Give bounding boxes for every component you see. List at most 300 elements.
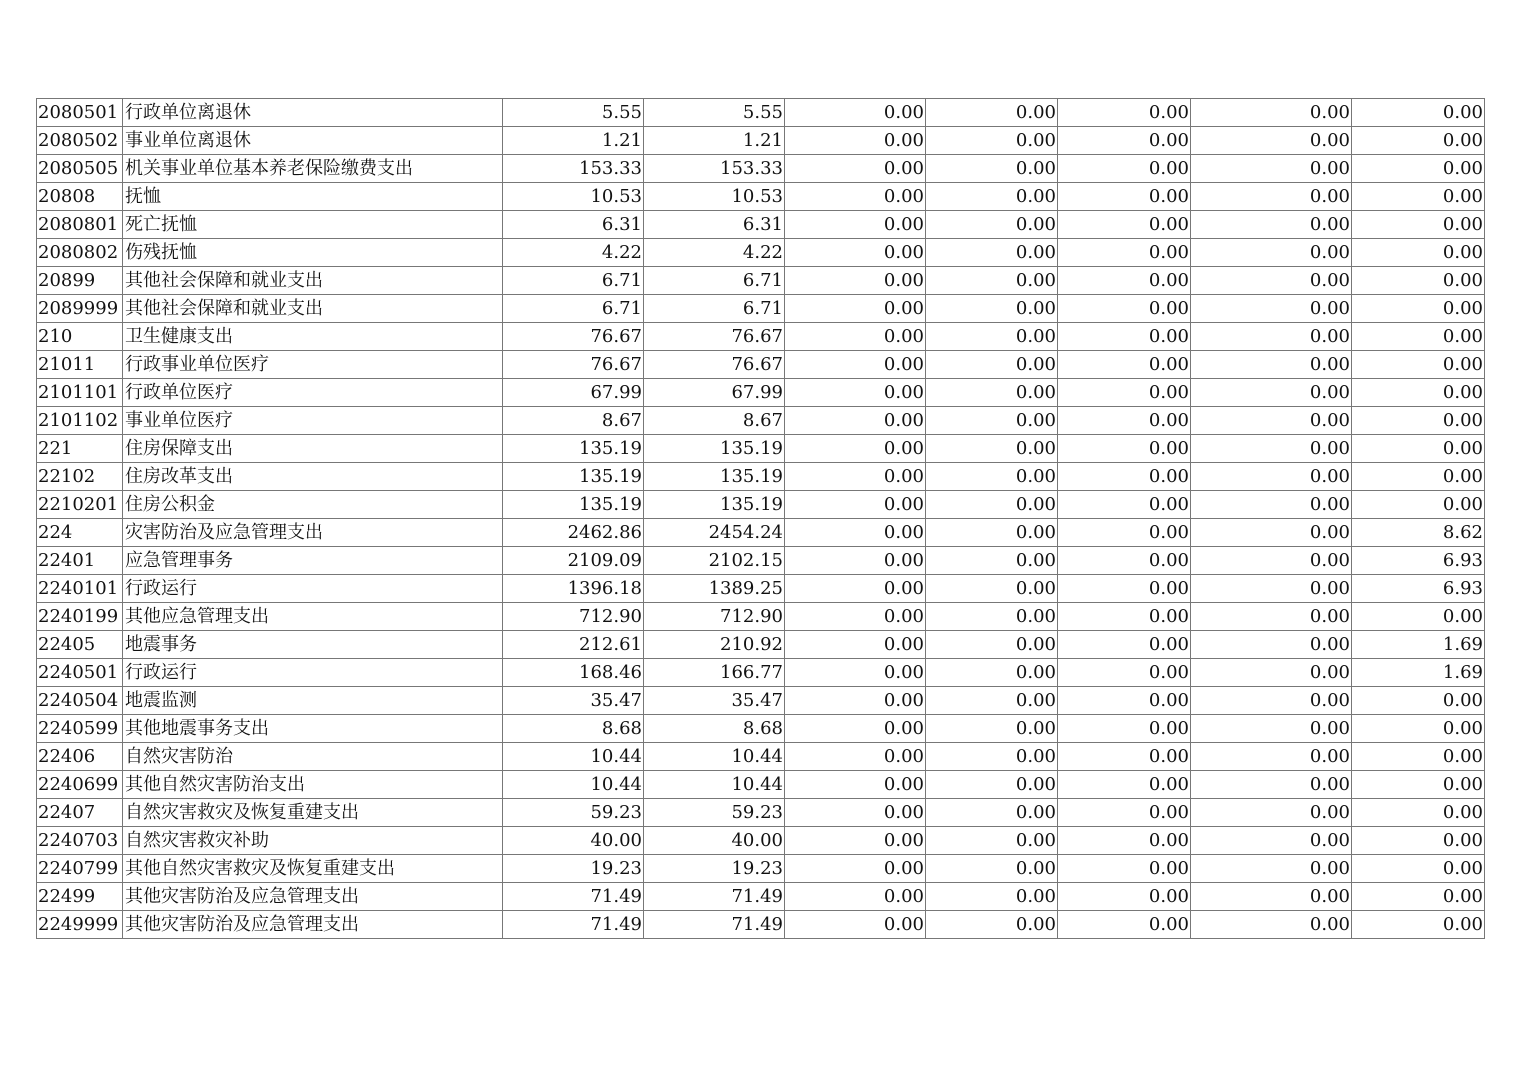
amount-col-7-cell: 1.69 <box>1352 631 1485 659</box>
amount-col-2-cell: 35.47 <box>644 687 785 715</box>
amount-col-7-cell: 0.00 <box>1352 715 1485 743</box>
amount-col-2-cell: 5.55 <box>644 99 785 127</box>
amount-col-3-cell: 0.00 <box>785 687 926 715</box>
amount-col-4-cell: 0.00 <box>926 575 1058 603</box>
subject-code-cell: 210 <box>37 323 123 351</box>
subject-name-cell: 应急管理事务 <box>123 547 503 575</box>
subject-name-cell: 其他应急管理支出 <box>123 603 503 631</box>
subject-code-cell: 2210201 <box>37 491 123 519</box>
amount-col-4-cell: 0.00 <box>926 407 1058 435</box>
subject-code-cell: 2080802 <box>37 239 123 267</box>
subject-code-cell: 2240101 <box>37 575 123 603</box>
amount-col-4-cell: 0.00 <box>926 267 1058 295</box>
amount-col-2-cell: 10.53 <box>644 183 785 211</box>
subject-name-cell: 住房保障支出 <box>123 435 503 463</box>
amount-col-7-cell: 0.00 <box>1352 799 1485 827</box>
table-row <box>37 575 1485 603</box>
amount-col-5-cell: 0.00 <box>1058 463 1191 491</box>
amount-col-5-cell: 0.00 <box>1058 911 1191 939</box>
amount-total-cell: 35.47 <box>503 687 644 715</box>
subject-code-cell: 22406 <box>37 743 123 771</box>
amount-col-2-cell: 10.44 <box>644 771 785 799</box>
amount-total-cell: 212.61 <box>503 631 644 659</box>
amount-col-2-cell: 10.44 <box>644 743 785 771</box>
amount-col-6-cell: 0.00 <box>1191 239 1352 267</box>
table-row <box>37 547 1485 575</box>
subject-code-cell: 21011 <box>37 351 123 379</box>
table-row <box>37 435 1485 463</box>
subject-name-cell: 灾害防治及应急管理支出 <box>123 519 503 547</box>
table-row <box>37 631 1485 659</box>
amount-total-cell: 712.90 <box>503 603 644 631</box>
amount-col-2-cell: 59.23 <box>644 799 785 827</box>
amount-col-5-cell: 0.00 <box>1058 491 1191 519</box>
amount-col-3-cell: 0.00 <box>785 127 926 155</box>
amount-col-7-cell: 0.00 <box>1352 435 1485 463</box>
amount-col-6-cell: 0.00 <box>1191 351 1352 379</box>
amount-col-5-cell: 0.00 <box>1058 743 1191 771</box>
subject-code-cell: 2080501 <box>37 99 123 127</box>
amount-col-5-cell: 0.00 <box>1058 715 1191 743</box>
amount-col-5-cell: 0.00 <box>1058 407 1191 435</box>
amount-col-7-cell: 0.00 <box>1352 267 1485 295</box>
amount-col-6-cell: 0.00 <box>1191 743 1352 771</box>
amount-col-6-cell: 0.00 <box>1191 911 1352 939</box>
subject-name-cell: 自然灾害救灾补助 <box>123 827 503 855</box>
amount-col-7-cell: 0.00 <box>1352 155 1485 183</box>
amount-col-7-cell: 1.69 <box>1352 659 1485 687</box>
amount-total-cell: 135.19 <box>503 463 644 491</box>
subject-name-cell: 其他社会保障和就业支出 <box>123 267 503 295</box>
subject-name-cell: 其他地震事务支出 <box>123 715 503 743</box>
amount-col-2-cell: 71.49 <box>644 911 785 939</box>
amount-col-6-cell: 0.00 <box>1191 99 1352 127</box>
amount-col-6-cell: 0.00 <box>1191 211 1352 239</box>
amount-col-7-cell: 6.93 <box>1352 575 1485 603</box>
amount-col-4-cell: 0.00 <box>926 323 1058 351</box>
subject-code-cell: 2249999 <box>37 911 123 939</box>
amount-col-6-cell: 0.00 <box>1191 799 1352 827</box>
amount-col-3-cell: 0.00 <box>785 491 926 519</box>
subject-name-cell: 卫生健康支出 <box>123 323 503 351</box>
amount-col-4-cell: 0.00 <box>926 127 1058 155</box>
amount-col-7-cell: 0.00 <box>1352 603 1485 631</box>
amount-col-2-cell: 712.90 <box>644 603 785 631</box>
amount-col-4-cell: 0.00 <box>926 659 1058 687</box>
table-row <box>37 295 1485 323</box>
amount-col-3-cell: 0.00 <box>785 295 926 323</box>
amount-col-4-cell: 0.00 <box>926 351 1058 379</box>
amount-col-7-cell: 0.00 <box>1352 771 1485 799</box>
subject-name-cell: 其他自然灾害救灾及恢复重建支出 <box>123 855 503 883</box>
subject-code-cell: 2240799 <box>37 855 123 883</box>
amount-total-cell: 10.53 <box>503 183 644 211</box>
amount-col-5-cell: 0.00 <box>1058 631 1191 659</box>
amount-col-3-cell: 0.00 <box>785 155 926 183</box>
amount-col-3-cell: 0.00 <box>785 99 926 127</box>
amount-col-7-cell: 0.00 <box>1352 407 1485 435</box>
amount-total-cell: 10.44 <box>503 771 644 799</box>
amount-col-7-cell: 0.00 <box>1352 491 1485 519</box>
amount-col-6-cell: 0.00 <box>1191 267 1352 295</box>
amount-col-3-cell: 0.00 <box>785 575 926 603</box>
amount-col-5-cell: 0.00 <box>1058 855 1191 883</box>
amount-col-3-cell: 0.00 <box>785 743 926 771</box>
amount-col-2-cell: 135.19 <box>644 463 785 491</box>
amount-col-7-cell: 8.62 <box>1352 519 1485 547</box>
subject-name-cell: 自然灾害防治 <box>123 743 503 771</box>
budget-table <box>36 98 1485 939</box>
amount-total-cell: 135.19 <box>503 435 644 463</box>
amount-total-cell: 1396.18 <box>503 575 644 603</box>
amount-col-4-cell: 0.00 <box>926 855 1058 883</box>
amount-col-4-cell: 0.00 <box>926 519 1058 547</box>
amount-col-5-cell: 0.00 <box>1058 183 1191 211</box>
amount-col-6-cell: 0.00 <box>1191 883 1352 911</box>
amount-col-5-cell: 0.00 <box>1058 323 1191 351</box>
subject-code-cell: 2240703 <box>37 827 123 855</box>
amount-col-2-cell: 76.67 <box>644 323 785 351</box>
amount-col-4-cell: 0.00 <box>926 631 1058 659</box>
amount-col-3-cell: 0.00 <box>785 267 926 295</box>
amount-col-5-cell: 0.00 <box>1058 687 1191 715</box>
amount-col-4-cell: 0.00 <box>926 547 1058 575</box>
subject-code-cell: 20899 <box>37 267 123 295</box>
amount-total-cell: 19.23 <box>503 855 644 883</box>
amount-col-2-cell: 166.77 <box>644 659 785 687</box>
amount-col-2-cell: 6.31 <box>644 211 785 239</box>
amount-col-3-cell: 0.00 <box>785 211 926 239</box>
amount-col-6-cell: 0.00 <box>1191 183 1352 211</box>
amount-col-6-cell: 0.00 <box>1191 715 1352 743</box>
amount-total-cell: 8.68 <box>503 715 644 743</box>
amount-total-cell: 4.22 <box>503 239 644 267</box>
amount-col-3-cell: 0.00 <box>785 911 926 939</box>
amount-col-4-cell: 0.00 <box>926 771 1058 799</box>
subject-code-cell: 22405 <box>37 631 123 659</box>
amount-col-6-cell: 0.00 <box>1191 827 1352 855</box>
table-row <box>37 379 1485 407</box>
table-row <box>37 603 1485 631</box>
subject-code-cell: 22102 <box>37 463 123 491</box>
subject-code-cell: 22401 <box>37 547 123 575</box>
amount-col-4-cell: 0.00 <box>926 155 1058 183</box>
amount-col-5-cell: 0.00 <box>1058 519 1191 547</box>
amount-col-5-cell: 0.00 <box>1058 99 1191 127</box>
amount-col-7-cell: 0.00 <box>1352 463 1485 491</box>
amount-col-3-cell: 0.00 <box>785 855 926 883</box>
amount-col-4-cell: 0.00 <box>926 715 1058 743</box>
amount-col-2-cell: 135.19 <box>644 435 785 463</box>
subject-name-cell: 行政运行 <box>123 575 503 603</box>
amount-col-7-cell: 0.00 <box>1352 687 1485 715</box>
amount-col-5-cell: 0.00 <box>1058 575 1191 603</box>
subject-code-cell: 2101102 <box>37 407 123 435</box>
amount-col-4-cell: 0.00 <box>926 491 1058 519</box>
subject-name-cell: 伤残抚恤 <box>123 239 503 267</box>
table-row <box>37 267 1485 295</box>
amount-col-5-cell: 0.00 <box>1058 379 1191 407</box>
amount-col-5-cell: 0.00 <box>1058 435 1191 463</box>
amount-col-6-cell: 0.00 <box>1191 687 1352 715</box>
table-row <box>37 323 1485 351</box>
amount-col-4-cell: 0.00 <box>926 435 1058 463</box>
amount-col-3-cell: 0.00 <box>785 659 926 687</box>
amount-col-6-cell: 0.00 <box>1191 295 1352 323</box>
amount-col-2-cell: 8.67 <box>644 407 785 435</box>
amount-total-cell: 10.44 <box>503 743 644 771</box>
amount-col-5-cell: 0.00 <box>1058 827 1191 855</box>
amount-col-2-cell: 67.99 <box>644 379 785 407</box>
subject-name-cell: 死亡抚恤 <box>123 211 503 239</box>
subject-name-cell: 行政事业单位医疗 <box>123 351 503 379</box>
amount-col-7-cell: 0.00 <box>1352 855 1485 883</box>
table-row <box>37 351 1485 379</box>
table-row <box>37 407 1485 435</box>
amount-total-cell: 6.31 <box>503 211 644 239</box>
amount-col-3-cell: 0.00 <box>785 239 926 267</box>
subject-code-cell: 2080502 <box>37 127 123 155</box>
amount-col-3-cell: 0.00 <box>785 407 926 435</box>
amount-col-7-cell: 0.00 <box>1352 379 1485 407</box>
amount-col-4-cell: 0.00 <box>926 183 1058 211</box>
amount-col-2-cell: 1389.25 <box>644 575 785 603</box>
amount-col-7-cell: 0.00 <box>1352 323 1485 351</box>
amount-col-7-cell: 6.93 <box>1352 547 1485 575</box>
amount-total-cell: 71.49 <box>503 911 644 939</box>
amount-total-cell: 76.67 <box>503 351 644 379</box>
amount-total-cell: 6.71 <box>503 295 644 323</box>
amount-col-3-cell: 0.00 <box>785 463 926 491</box>
amount-col-4-cell: 0.00 <box>926 211 1058 239</box>
subject-name-cell: 抚恤 <box>123 183 503 211</box>
amount-col-4-cell: 0.00 <box>926 799 1058 827</box>
amount-col-4-cell: 0.00 <box>926 99 1058 127</box>
amount-col-2-cell: 153.33 <box>644 155 785 183</box>
subject-name-cell: 其他自然灾害防治支出 <box>123 771 503 799</box>
table-row <box>37 183 1485 211</box>
subject-code-cell: 2240599 <box>37 715 123 743</box>
amount-col-5-cell: 0.00 <box>1058 155 1191 183</box>
amount-col-5-cell: 0.00 <box>1058 351 1191 379</box>
amount-col-4-cell: 0.00 <box>926 911 1058 939</box>
amount-col-2-cell: 4.22 <box>644 239 785 267</box>
amount-col-2-cell: 210.92 <box>644 631 785 659</box>
amount-col-2-cell: 6.71 <box>644 295 785 323</box>
amount-col-4-cell: 0.00 <box>926 295 1058 323</box>
subject-name-cell: 其他灾害防治及应急管理支出 <box>123 883 503 911</box>
amount-col-2-cell: 2454.24 <box>644 519 785 547</box>
amount-col-3-cell: 0.00 <box>785 379 926 407</box>
subject-code-cell: 2089999 <box>37 295 123 323</box>
amount-col-6-cell: 0.00 <box>1191 379 1352 407</box>
amount-col-3-cell: 0.00 <box>785 771 926 799</box>
amount-col-2-cell: 19.23 <box>644 855 785 883</box>
amount-total-cell: 67.99 <box>503 379 644 407</box>
table-row <box>37 883 1485 911</box>
amount-col-5-cell: 0.00 <box>1058 211 1191 239</box>
amount-col-7-cell: 0.00 <box>1352 883 1485 911</box>
amount-col-3-cell: 0.00 <box>785 435 926 463</box>
table-row <box>37 743 1485 771</box>
amount-col-3-cell: 0.00 <box>785 883 926 911</box>
subject-code-cell: 2101101 <box>37 379 123 407</box>
subject-name-cell: 行政单位医疗 <box>123 379 503 407</box>
amount-col-7-cell: 0.00 <box>1352 351 1485 379</box>
amount-col-7-cell: 0.00 <box>1352 183 1485 211</box>
amount-col-6-cell: 0.00 <box>1191 127 1352 155</box>
amount-col-7-cell: 0.00 <box>1352 295 1485 323</box>
subject-code-cell: 224 <box>37 519 123 547</box>
amount-col-6-cell: 0.00 <box>1191 855 1352 883</box>
subject-code-cell: 22499 <box>37 883 123 911</box>
table-row <box>37 463 1485 491</box>
amount-col-2-cell: 40.00 <box>644 827 785 855</box>
amount-col-3-cell: 0.00 <box>785 323 926 351</box>
amount-col-6-cell: 0.00 <box>1191 519 1352 547</box>
subject-name-cell: 其他灾害防治及应急管理支出 <box>123 911 503 939</box>
amount-col-6-cell: 0.00 <box>1191 323 1352 351</box>
amount-col-3-cell: 0.00 <box>785 715 926 743</box>
amount-col-5-cell: 0.00 <box>1058 603 1191 631</box>
amount-col-7-cell: 0.00 <box>1352 827 1485 855</box>
amount-col-5-cell: 0.00 <box>1058 127 1191 155</box>
amount-total-cell: 8.67 <box>503 407 644 435</box>
amount-col-6-cell: 0.00 <box>1191 631 1352 659</box>
amount-col-2-cell: 6.71 <box>644 267 785 295</box>
amount-col-6-cell: 0.00 <box>1191 603 1352 631</box>
amount-col-3-cell: 0.00 <box>785 603 926 631</box>
amount-col-5-cell: 0.00 <box>1058 295 1191 323</box>
table-row <box>37 827 1485 855</box>
amount-col-4-cell: 0.00 <box>926 379 1058 407</box>
amount-col-4-cell: 0.00 <box>926 827 1058 855</box>
amount-col-5-cell: 0.00 <box>1058 267 1191 295</box>
amount-col-2-cell: 76.67 <box>644 351 785 379</box>
amount-total-cell: 59.23 <box>503 799 644 827</box>
amount-col-3-cell: 0.00 <box>785 631 926 659</box>
amount-col-3-cell: 0.00 <box>785 799 926 827</box>
amount-total-cell: 71.49 <box>503 883 644 911</box>
amount-col-4-cell: 0.00 <box>926 239 1058 267</box>
amount-col-6-cell: 0.00 <box>1191 547 1352 575</box>
amount-total-cell: 5.55 <box>503 99 644 127</box>
subject-name-cell: 住房改革支出 <box>123 463 503 491</box>
table-row <box>37 127 1485 155</box>
table-body <box>37 99 1485 939</box>
amount-col-6-cell: 0.00 <box>1191 575 1352 603</box>
amount-col-3-cell: 0.00 <box>785 351 926 379</box>
amount-col-3-cell: 0.00 <box>785 827 926 855</box>
amount-total-cell: 2109.09 <box>503 547 644 575</box>
table-row <box>37 99 1485 127</box>
amount-col-5-cell: 0.00 <box>1058 799 1191 827</box>
amount-col-4-cell: 0.00 <box>926 743 1058 771</box>
amount-col-4-cell: 0.00 <box>926 603 1058 631</box>
amount-col-2-cell: 135.19 <box>644 491 785 519</box>
amount-total-cell: 40.00 <box>503 827 644 855</box>
table-row <box>37 659 1485 687</box>
amount-col-3-cell: 0.00 <box>785 519 926 547</box>
amount-col-6-cell: 0.00 <box>1191 463 1352 491</box>
amount-col-5-cell: 0.00 <box>1058 547 1191 575</box>
subject-name-cell: 住房公积金 <box>123 491 503 519</box>
table-row <box>37 855 1485 883</box>
amount-total-cell: 135.19 <box>503 491 644 519</box>
amount-col-5-cell: 0.00 <box>1058 771 1191 799</box>
amount-col-6-cell: 0.00 <box>1191 435 1352 463</box>
amount-col-4-cell: 0.00 <box>926 883 1058 911</box>
amount-col-7-cell: 0.00 <box>1352 127 1485 155</box>
amount-col-3-cell: 0.00 <box>785 547 926 575</box>
table-row <box>37 799 1485 827</box>
table-row <box>37 771 1485 799</box>
table-row <box>37 211 1485 239</box>
amount-col-5-cell: 0.00 <box>1058 659 1191 687</box>
amount-col-7-cell: 0.00 <box>1352 99 1485 127</box>
amount-col-7-cell: 0.00 <box>1352 239 1485 267</box>
amount-col-7-cell: 0.00 <box>1352 911 1485 939</box>
subject-code-cell: 2240699 <box>37 771 123 799</box>
amount-col-4-cell: 0.00 <box>926 463 1058 491</box>
subject-code-cell: 2240501 <box>37 659 123 687</box>
amount-total-cell: 1.21 <box>503 127 644 155</box>
amount-total-cell: 6.71 <box>503 267 644 295</box>
amount-col-5-cell: 0.00 <box>1058 883 1191 911</box>
subject-name-cell: 其他社会保障和就业支出 <box>123 295 503 323</box>
amount-col-2-cell: 71.49 <box>644 883 785 911</box>
amount-col-2-cell: 1.21 <box>644 127 785 155</box>
subject-name-cell: 行政运行 <box>123 659 503 687</box>
subject-code-cell: 2240199 <box>37 603 123 631</box>
subject-name-cell: 机关事业单位基本养老保险缴费支出 <box>123 155 503 183</box>
table-row <box>37 491 1485 519</box>
subject-name-cell: 自然灾害救灾及恢复重建支出 <box>123 799 503 827</box>
subject-code-cell: 22407 <box>37 799 123 827</box>
amount-col-6-cell: 0.00 <box>1191 491 1352 519</box>
amount-col-7-cell: 0.00 <box>1352 211 1485 239</box>
subject-name-cell: 事业单位医疗 <box>123 407 503 435</box>
amount-col-3-cell: 0.00 <box>785 183 926 211</box>
subject-name-cell: 行政单位离退休 <box>123 99 503 127</box>
amount-col-6-cell: 0.00 <box>1191 155 1352 183</box>
subject-name-cell: 地震监测 <box>123 687 503 715</box>
amount-col-6-cell: 0.00 <box>1191 771 1352 799</box>
amount-col-7-cell: 0.00 <box>1352 743 1485 771</box>
table-row <box>37 519 1485 547</box>
subject-name-cell: 地震事务 <box>123 631 503 659</box>
amount-col-2-cell: 8.68 <box>644 715 785 743</box>
amount-col-4-cell: 0.00 <box>926 687 1058 715</box>
table-row <box>37 715 1485 743</box>
subject-code-cell: 2080801 <box>37 211 123 239</box>
table-row <box>37 911 1485 939</box>
amount-col-6-cell: 0.00 <box>1191 407 1352 435</box>
amount-total-cell: 153.33 <box>503 155 644 183</box>
amount-total-cell: 2462.86 <box>503 519 644 547</box>
subject-code-cell: 20808 <box>37 183 123 211</box>
amount-total-cell: 76.67 <box>503 323 644 351</box>
subject-code-cell: 2080505 <box>37 155 123 183</box>
subject-name-cell: 事业单位离退休 <box>123 127 503 155</box>
table-row <box>37 239 1485 267</box>
amount-col-6-cell: 0.00 <box>1191 659 1352 687</box>
subject-code-cell: 221 <box>37 435 123 463</box>
amount-col-2-cell: 2102.15 <box>644 547 785 575</box>
amount-total-cell: 168.46 <box>503 659 644 687</box>
table-row <box>37 155 1485 183</box>
table-row <box>37 687 1485 715</box>
